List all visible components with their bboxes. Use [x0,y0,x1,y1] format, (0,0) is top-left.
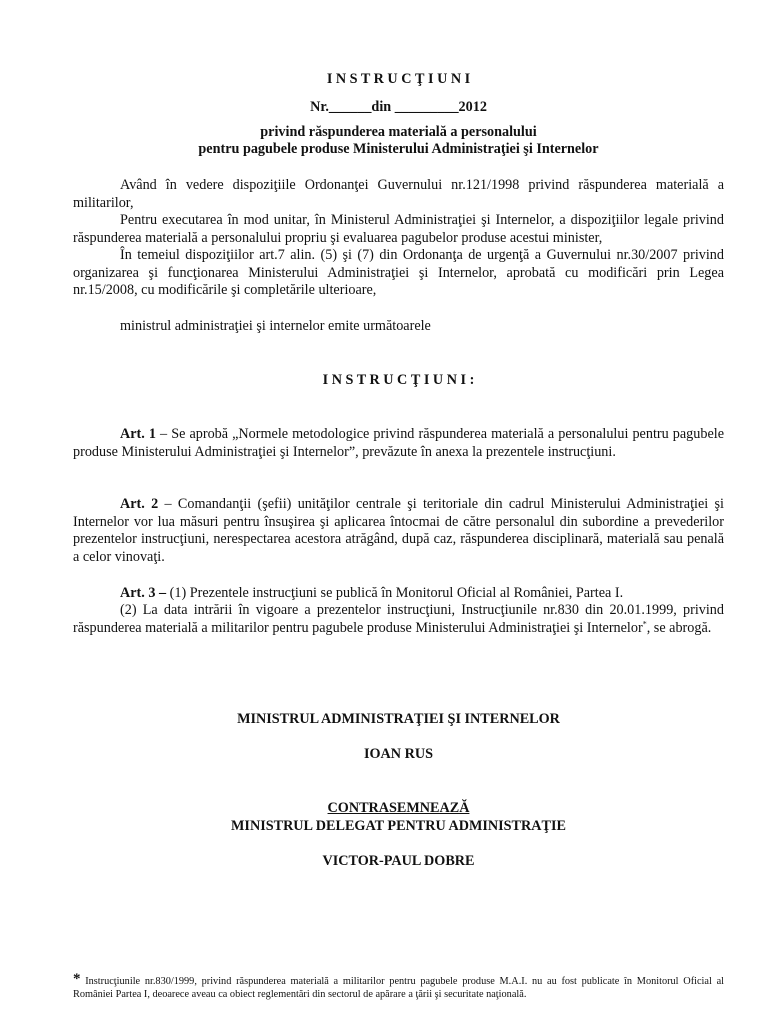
article-2-text: – Comandanţii (şefii) unităţilor centrale şi teritoriale din cadrul Ministerului Administraţiei şi Internelor vor lua măsuri pentru însuşirea şi aplicarea întocmai de către personalul din subordine a prevederilor prezentelor instrucţiuni, nerespectarea acestora atrăgând, după caz, răspunderea disciplinară, materială sau penală a celor vinovaţi. [73,496,724,565]
document-subject-line-2: pentru pagubele produse Ministerului Administraţiei şi Internelor [198,141,599,157]
article-2-label: Art. 2 [120,496,159,512]
minister-name: IOAN RUS [364,746,433,762]
article-3-label: Art. 3 – [120,585,167,601]
countersign-label: CONTRASEMNEAZĂ [327,800,470,816]
delegate-minister-title: MINISTRUL DELEGAT PENTRU ADMINISTRAŢIE [231,818,566,834]
footnote-reference: * [642,618,647,628]
preamble-paragraph-2: Pentru executarea în mod unitar, în Ministerul Administraţiei şi Internelor, a dispoziţiilor legale privind răspunderea materială a personalului propriu şi evaluarea pagubelor produse acestui minister, [73,212,724,246]
article-1 [73,426,724,461]
article-3-paragraph-1 [73,585,724,603]
preamble-paragraph-1: Având în vedere dispoziţiile Ordonanţei Guvernului nr.121/1998 privind răspunderea materială a militarilor, [73,177,724,211]
article-3-text-2: (2) La data intrării în vigoare a prezentelor instrucţiuni, Instrucţiunile nr.830 din 20.01.1999, privind răspunderea materială a militarilor pentru pagubele produse Ministerului Administraţiei şi Internelor [73,602,724,636]
footnote-mark: * [73,971,81,987]
article-3-paragraph-2 [73,602,724,637]
footnote [73,971,724,1001]
document-title: I N S T R U C Ţ I U N I [326,71,471,87]
section-title: I N S T R U C Ţ I U N I : [322,372,475,388]
article-2 [73,496,724,566]
document-number: Nr.______din _________2012 [310,99,487,115]
article-3-text-1: (1) Prezentele instrucţiuni se publică în Monitorul Oficial al României, Partea I. [166,585,624,601]
article-3-text-3: , se abrogă. [646,619,712,636]
footnote-text: Instrucţiunile nr.830/1999, privind răspunderea materială a militarilor pentru pagubele produse M.A.I. nu au fost publicate în Monitorul Oficial al României Partea I, deoarece aveau ca obiect reglementări din sectorul de apărare a ţării şi securitate naţională. [73,976,724,1000]
preamble-paragraph-3: În temeiul dispoziţiilor art.7 alin. (5) şi (7) din Ordonanţa de urgenţă a Guvernului nr.30/2007 privind organizarea şi funcţionarea Ministerului Administraţiei şi Internelor, aprobată cu modificări prin Legea nr.15/2008, cu modificările şi completările ulterioare, [73,247,724,298]
delegate-minister-name: VICTOR-PAUL DOBRE [322,853,475,869]
article-1-label: Art. 1 [120,426,156,442]
preamble-paragraph-4: ministrul administraţiei şi internelor emite următoarele [120,318,431,334]
document-subject-line-1: privind răspunderea materială a personalului [260,124,537,140]
article-1-text: – Se aprobă „Normele metodologice privind răspunderea materială a personalului pentru pagubele produse Ministerului Administraţiei şi Internelor”, prevăzute în anexa la prezentele instrucţiuni. [73,426,724,460]
minister-title: MINISTRUL ADMINISTRAŢIEI ŞI INTERNELOR [237,711,560,727]
